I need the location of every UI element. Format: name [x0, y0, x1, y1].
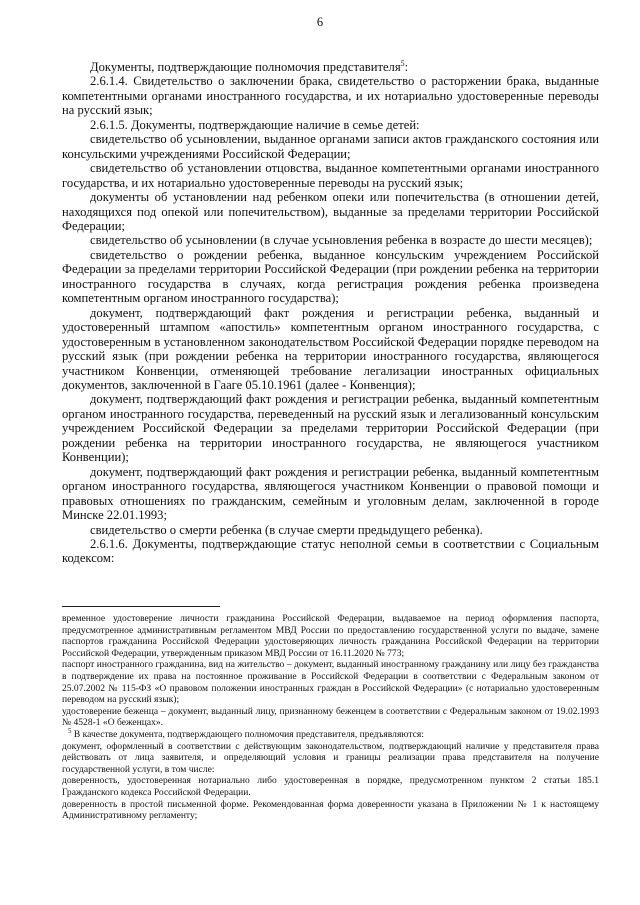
footnote-authority-document: документ, оформленный в соответствии с действующим законодательством, подтверждающий наличие у представителя права действовать от лица заявителя, и определяющий условия и границы реализации права представителя на получение государственной услуги, в том числе:	[62, 740, 599, 775]
paragraph-minsk-convention-birth-doc: документ, подтверждающий факт рождения и регистрации ребенка, выданный компетентным органом иностранного государства, являющегося участником Конвенции о правовой помощи и правовых отношениях по гражданским, семейным и уголовным делам, заключенной в городе Минске 22.01.1993;	[62, 464, 599, 523]
paragraph-death-certificate: свидетельство о смерти ребенка (в случае смерти предыдущего ребенка).	[90, 522, 483, 537]
paragraph-consular-birth-certificate: свидетельство о рождении ребенка, выданное консульским учреждением Российской Федерации за пределами территории Российской Федерации (при рождении ребенка на территории иностранного государства в случаях, когда регистрация рождения ребенка произведена компетентным органом иностранного государства);	[62, 247, 599, 306]
paragraph-representative-docs	[62, 60, 599, 74]
footnote-notarized-power-of-attorney: доверенность, удостоверенная нотариально либо удостоверенная в порядке, предусмотренном пунктом 2 статьи 185.1 Гражданского кодекса Российской Федерации.	[62, 775, 599, 798]
paragraph-2-6-1-6: 2.6.1.6. Документы, подтверждающие статус неполной семьи в соответствии с Социальным кодексом:	[62, 536, 599, 566]
main-text	[62, 60, 599, 566]
page-number: 6	[316, 15, 324, 29]
paragraph-adoption-certificate: свидетельство об усыновлении, выданное органами записи актов гражданского состояния или консульскими учреждениями Российской Федерации;	[62, 132, 599, 161]
paragraph-legalized-birth-doc: документ, подтверждающий факт рождения и регистрации ребенка, выданный компетентным органом иностранного государства, переведенный на русский язык и легализованный консульским учреждением Российской Федерации за пределами территории Российской Федерации (при рождении ребенка на территории иностранного государства, не являющегося участником Конвенции);	[62, 392, 599, 465]
footnotes	[62, 613, 599, 822]
footnote-separator	[62, 606, 220, 607]
paragraph-text-tail: :	[404, 60, 409, 74]
footnote-foreign-passport: паспорт иностранного гражданина, вид на жительство – документ, выданный иностранному гражданину или лицу без гражданства в подтверждение их права на постоянное проживание в Российской Федерации в соответствии с Федеральным законом от 25.07.2002 № 115-ФЗ «О правовом положении иностранных граждан в Российской Федерации» (с нотариально удостоверенным переводом на русский язык);	[62, 659, 599, 706]
paragraph-text: Документы, подтверждающие полномочия представителя	[90, 60, 401, 74]
footnote-temporary-id: временное удостоверение личности гражданина Российской Федерации, выдаваемое на период оформления паспорта, предусмотренное административным регламентом МВД России по предоставлению государственной услуги по выдаче, замене паспортов гражданина Российской Федерации удостоверяющих личность гражданина Российской Федерации на территории Российской Федерации, утвержденным приказом МВД России от 16.11.2020 № 773;	[62, 613, 599, 659]
footnote-text: В качестве документа, подтверждающего полномочия представителя, предъявляются:	[71, 728, 424, 740]
footnote-5	[62, 726, 599, 741]
footnote-marker: 5	[68, 726, 72, 735]
paragraph-2-6-1-5: 2.6.1.5. Документы, подтверждающие наличие в семье детей:	[90, 117, 420, 132]
footnote-reference: 5	[400, 58, 405, 68]
paragraph-guardianship-docs: документы об установлении над ребенком опеки или попечительства (в отношении детей, находящихся под опекой или попечительством), выданные за пределами территории Российской Федерации;	[62, 190, 599, 233]
paragraph-2-6-1-4: 2.6.1.4. Свидетельство о заключении брака, свидетельство о расторжении брака, выданные компетентными органами иностранного государства, и их нотариально удостоверенные переводы на русский язык;	[62, 74, 599, 118]
paragraph-paternity-certificate: свидетельство об установлении отцовства, выданное компетентными органами иностранного государства, и их нотариально удостоверенные переводы на русский язык;	[62, 161, 599, 190]
footnote-simple-power-of-attorney: доверенность в простой письменной форме. Рекомендованная форма доверенности указана в Приложении № 1 к настоящему Административному регламенту;	[62, 798, 599, 822]
footnote-refugee-certificate: удостоверение беженца – документ, выданный лицу, признанному беженцем в соответствии с Федеральным законом от 19.02.1993 № 4528-1 «О беженцах».	[62, 705, 599, 729]
paragraph-adoption-under-six-months: свидетельство об усыновлении (в случае усыновления ребенка в возрасте до шести месяцев);	[90, 233, 593, 248]
paragraph-apostille-birth-doc: документ, подтверждающий факт рождения и регистрации ребенка, выданный и удостоверенный штампом «апостиль» компетентным органом иностранного государства, с удостоверенным в установленном законодательством Российской Федерации порядке переводом на русский язык (при рождении ребенка на территории иностранного государства, являющегося участником Конвенции, отменяющей требование легализации иностранных официальных документов, заключенной в Гааге 05.10.1961 (далее - Конвенция);	[62, 305, 599, 392]
